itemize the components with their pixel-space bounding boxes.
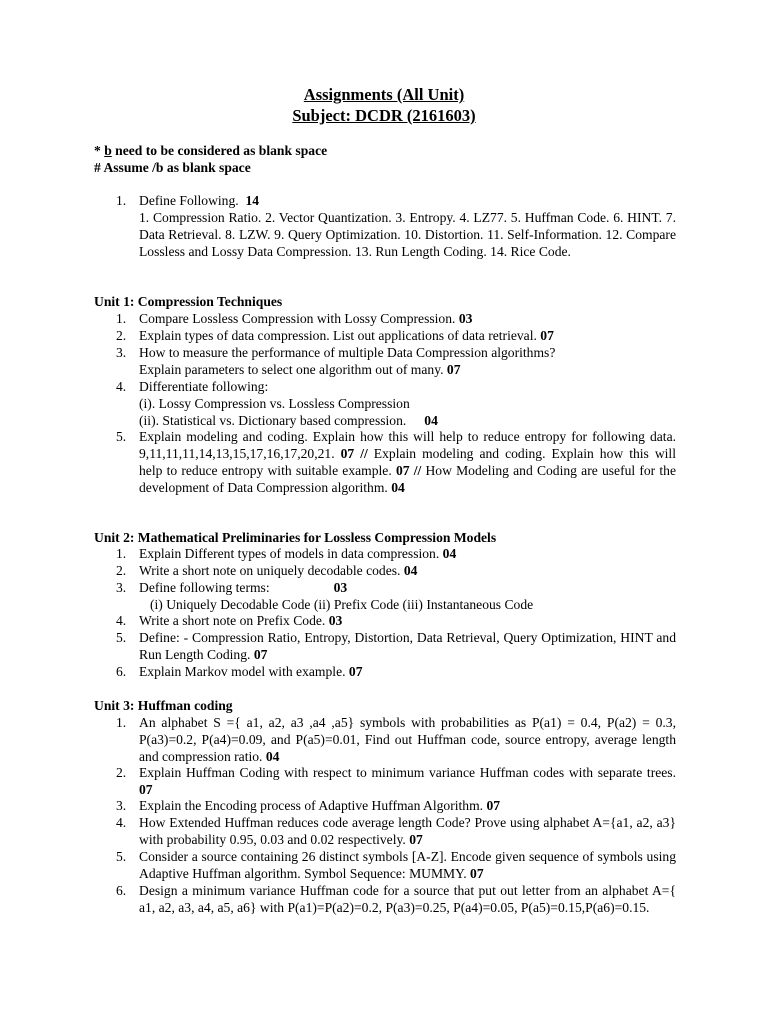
list-item: 1. Explain Different types of models in data compression. 04 (116, 546, 457, 561)
list-item: 4. Write a short note on Prefix Code. 03 (116, 613, 343, 628)
list-item: 2. Explain Huffman Coding with respect to minimum variance Huffman codes with separate trees. 07 (116, 765, 676, 797)
list-item: 4. How Extended Huffman reduces code average length Code? Prove using alphabet A={a1, a2, a3} with probability 0.95, 0.03 and 0.02 respectively. 07 (116, 815, 676, 847)
list-item: 2. Explain types of data compression. List out applications of data retrieval. 07 (116, 328, 554, 343)
section-heading: Unit 2: Mathematical Preliminaries for Lossless Compression Models (94, 530, 497, 545)
list-item: 5. Define: - Compression Ratio, Entropy, Distortion, Data Retrieval, Query Optimization, HINT and Run Length Coding. 07 (116, 630, 676, 662)
list-item: 5. Consider a source containing 26 distinct symbols [A-Z]. Encode given sequence of symbols using Adaptive Huffman algorithm. Symbol Sequence: MUMMY. 07 (116, 849, 676, 881)
page-title: Assignments (All Unit) (303, 85, 465, 104)
page-subtitle: Subject: DCDR (2161603) (292, 106, 476, 125)
list-item: 3. How to measure the performance of multiple Data Compression algorithms? Explain parameters to select one algorithm out of many. 07 (116, 345, 556, 377)
list-item: 5. Explain modeling and coding. Explain how this will help to reduce entropy for following data. 9,11,11,11,14,13,15,17,16,17,20,21. 07 // Explain modeling and coding. Explain how this will help to reduce entropy with suitable example. 07 // How Modeling and Coding are useful for the development of Data Compression algorithm. 04 (116, 429, 676, 495)
list-item: 6. Design a minimum variance Huffman code for a source that put out letter from an alphabet A={ a1, a2, a3, a4, a5, a6} with P(a1)=P(a2)=0.2, P(a3)=0.25, P(a4)=0.05, P(a5)=0.15,P(a6)=0.15. (116, 883, 676, 915)
list-item: 6. Explain Markov model with example. 07 (116, 664, 363, 679)
list-item: 4. Differentiate following: (i). Lossy Compression vs. Lossless Compression (ii). Statistical vs. Dictionary based compression. 04 (116, 379, 438, 428)
list-item: 1. Define Following. 14 1. Compression Ratio. 2. Vector Quantization. 3. Entropy. 4. LZ77. 5. Huffman Code. 6. HINT. 7. Data Retrieval. 8. LZW. 9. Query Optimization. 10. Distortion. 11. Self-Information. 12. Compare Lossless and Lossy Data Compression. 13. Run Length Coding. 14. Rice Code. (116, 193, 676, 259)
list-item: 2. Write a short note on uniquely decodable codes. 04 (116, 563, 418, 578)
list-item: 1. Compare Lossless Compression with Lossy Compression. 03 (116, 311, 473, 326)
note-blank-space: * b need to be considered as blank space (94, 143, 328, 158)
define-terms: 1. Compression Ratio. 2. Vector Quantization. 3. Entropy. 4. LZ77. 5. Huffman Code. 6. HINT. 7. Data Retrieval. 8. LZW. 9. Query Optimization. 10. Distortion. 11. Self-Information. 12. Compare Lossless and Lossy Data Compression. 13. Run Length Coding. 14. Rice Code. (139, 209, 676, 259)
section-heading: Unit 3: Huffman coding (94, 698, 233, 713)
list-item: 1. An alphabet S ={ a1, a2, a3 ,a4 ,a5} symbols with probabilities as P(a1) = 0.4, P(a2) = 0.3, P(a3)=0.2, P(a4)=0.09, and P(a5)=0.01, Find out Huffman code, source entropy, average length and compression ratio. 04 (116, 715, 676, 764)
section-heading: Unit 1: Compression Techniques (94, 294, 283, 309)
note-assume: # Assume /b as blank space (94, 160, 251, 175)
list-item: 3. Define following terms: 03 (i) Uniquely Decodable Code (ii) Prefix Code (iii) Instantaneous Code (116, 580, 534, 612)
list-item: 3. Explain the Encoding process of Adaptive Huffman Algorithm. 07 (116, 798, 501, 813)
